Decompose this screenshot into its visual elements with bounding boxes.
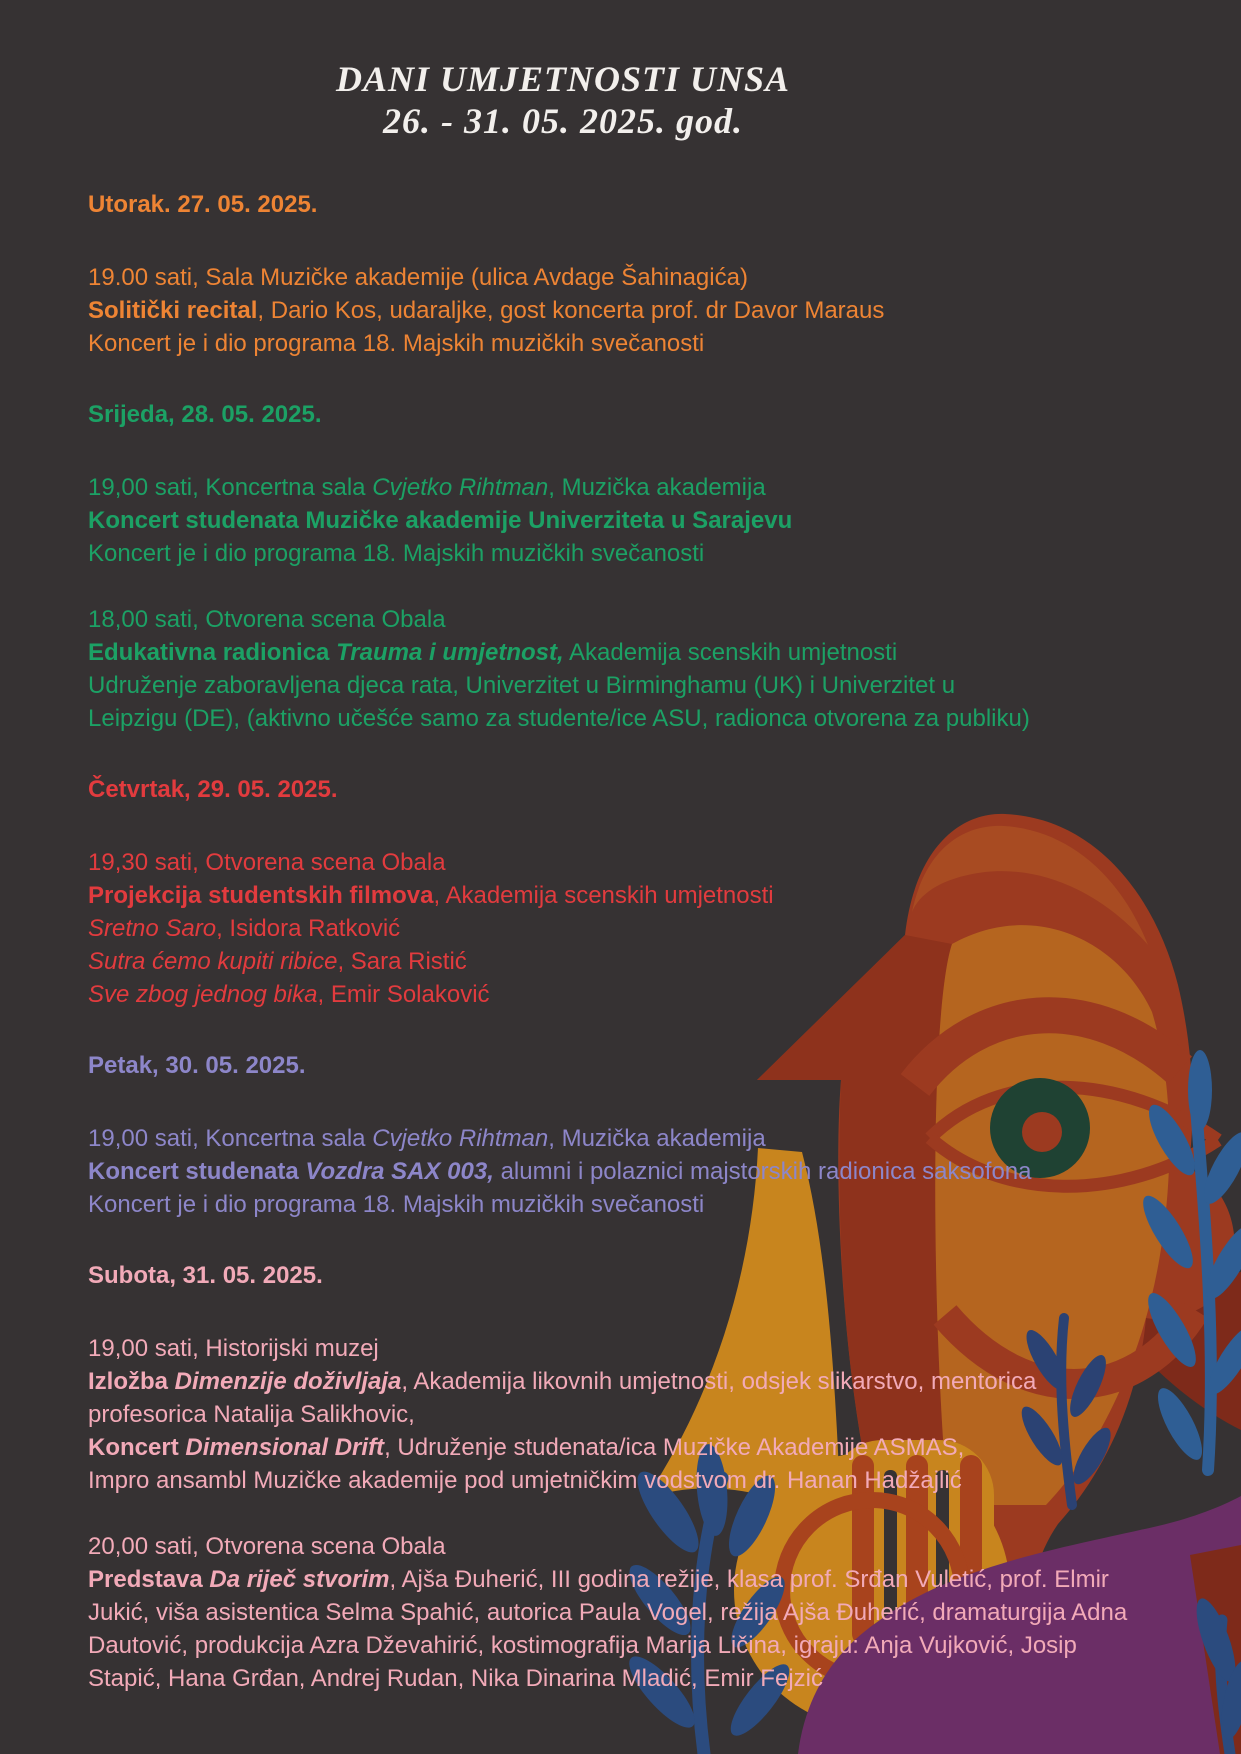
text-segment: , Dario Kos, udaraljke, gost koncerta prof. dr Davor Maraus [257, 297, 885, 324]
event-line [88, 1398, 1241, 1431]
text-segment: , Akademija likovnih umjetnosti, odsjek slikarstvo, mentorica [401, 1368, 1037, 1395]
event-block [88, 471, 1241, 570]
event-line [88, 912, 1241, 945]
event-line [88, 1629, 1241, 1662]
text-segment: , Udruženje studenata/ica Muzičke Akademije ASMAS, [384, 1434, 965, 1461]
text-segment: Cvjetko Rihtman [372, 1125, 549, 1152]
event-line [88, 1530, 1241, 1563]
text-segment: , Emir Solaković [317, 981, 490, 1008]
text-segment: 19,00 sati, Koncertna sala [88, 1125, 373, 1152]
event-line [88, 1122, 1241, 1155]
text-segment: Da riječ stvorim [209, 1566, 390, 1593]
text-segment: Sretno Saro [88, 915, 217, 942]
text-segment: Solitički recital [88, 297, 258, 324]
event-block [88, 1122, 1241, 1221]
event-line [88, 294, 1241, 327]
text-segment: Sutra ćemo kupiti ribice [88, 948, 338, 975]
text-segment: Predstava [88, 1566, 210, 1593]
text-segment: , Akademija scenskih umjetnosti [433, 882, 774, 909]
poster-dates: 26. - 31. 05. 2025. god. [383, 101, 743, 141]
text-segment: Cvjetko Rihtman [372, 474, 549, 501]
poster-header [88, 58, 1038, 142]
text-segment: Koncert je i dio programa 18. Majskih muzičkih svečanosti [88, 330, 705, 357]
text-segment: 19,30 sati, Otvorena scena Obala [88, 849, 446, 876]
text-segment: 19,00 sati, Koncertna sala [88, 474, 373, 501]
text-segment: Stapić, Hana Grđan, Andrej Rudan, Nika Dinarina Mladić, Emir Fejzić [88, 1665, 823, 1692]
text-segment: Projekcija studentskih filmova [88, 882, 434, 909]
text-segment: 18,00 sati, Otvorena scena Obala [88, 606, 446, 633]
day-heading: Subota, 31. 05. 2025. [88, 1262, 323, 1289]
event-line [88, 879, 1241, 912]
event-block [88, 261, 1241, 360]
text-segment: Akademija scenskih umjetnosti [563, 639, 898, 666]
event-line [88, 1365, 1241, 1398]
event-line [88, 603, 1241, 636]
event-line [88, 669, 1241, 702]
text-segment: Sve zbog jednog bika [88, 981, 318, 1008]
event-line [88, 1596, 1241, 1629]
text-segment: Koncert studenata Muzičke akademije Univerziteta u Sarajevu [88, 507, 793, 534]
text-segment: , Muzička akademija [548, 474, 766, 501]
event-line [88, 261, 1241, 294]
text-segment: Trauma i umjetnost, [336, 639, 564, 666]
event-line [88, 1332, 1241, 1365]
text-segment: Vozdra SAX 003, [305, 1158, 494, 1185]
event-line [88, 1662, 1241, 1695]
text-segment: 19,00 sati, Historijski muzej [88, 1335, 379, 1362]
text-segment: 19.00 sati, Sala Muzičke akademije (ulica Avdage Šahinagića) [88, 264, 748, 291]
event-block [88, 846, 1241, 1011]
text-segment: Koncert je i dio programa 18. Majskih muzičkih svečanosti [88, 540, 705, 567]
event-line [88, 471, 1241, 504]
event-line [88, 636, 1241, 669]
text-segment: Dimensional Drift [185, 1434, 385, 1461]
event-block [88, 603, 1241, 735]
text-segment: Udruženje zaboravljena djeca rata, Univerzitet u Birminghamu (UK) i Univerzitet u [88, 672, 956, 699]
text-segment: Dimenzije doživljaja [174, 1368, 402, 1395]
event-line [88, 537, 1241, 570]
event-block [88, 1332, 1241, 1497]
event-line [88, 504, 1241, 537]
event-block [88, 1530, 1241, 1695]
text-segment: Koncert je i dio programa 18. Majskih muzičkih svečanosti [88, 1191, 705, 1218]
text-segment: Izložba [88, 1368, 175, 1395]
text-segment: Edukativna radionica [88, 639, 337, 666]
event-line [88, 1155, 1241, 1188]
poster-title: DANI UMJETNOSTI UNSA [335, 59, 791, 99]
event-line [88, 702, 1241, 735]
text-segment: Dautović, produkcija Azra Dževahirić, kostimografija Marija Ličina, igraju: Anja Vujković, Josip [88, 1632, 1077, 1659]
event-line [88, 945, 1241, 978]
text-segment: 20,00 sati, Otvorena scena Obala [88, 1533, 446, 1560]
text-segment: alumni i polaznici majstorskih radionica saksofona [493, 1158, 1032, 1185]
text-segment: Koncert [88, 1434, 186, 1461]
text-segment: , Isidora Ratković [216, 915, 401, 942]
text-segment: , Muzička akademija [548, 1125, 766, 1152]
sections [88, 188, 1241, 1695]
event-line [88, 327, 1241, 360]
day-heading: Petak, 30. 05. 2025. [88, 1052, 306, 1079]
text-segment: , Sara Ristić [337, 948, 467, 975]
text-segment: Impro ansambl Muzičke akademije pod umjetničkim vodstvom dr. Hanan Hadžajlić [88, 1467, 962, 1494]
day-heading: Srijeda, 28. 05. 2025. [88, 401, 322, 428]
text-segment: Leipzigu (DE), (aktivno učešće samo za studente/ice ASU, radionca otvorena za publiku) [88, 705, 1030, 732]
text-segment: profesorica Natalija Salikhovic, [88, 1401, 415, 1428]
text-segment: Jukić, viša asistentica Selma Spahić, autorica Paula Vogel, režija Ajša Đuherić, dramaturgija Adna [88, 1599, 1128, 1626]
day-heading: Utorak. 27. 05. 2025. [88, 191, 318, 218]
event-line [88, 1563, 1241, 1596]
event-line [88, 846, 1241, 879]
event-line [88, 1431, 1241, 1464]
event-line [88, 1188, 1241, 1221]
event-line [88, 1464, 1241, 1497]
text-segment: Koncert studenata [88, 1158, 306, 1185]
text-segment: , Ajša Đuherić, III godina režije, klasa prof. Srđan Vuletić, prof. Elmir [389, 1566, 1109, 1593]
event-line [88, 978, 1241, 1011]
day-heading: Četvrtak, 29. 05. 2025. [88, 776, 338, 803]
